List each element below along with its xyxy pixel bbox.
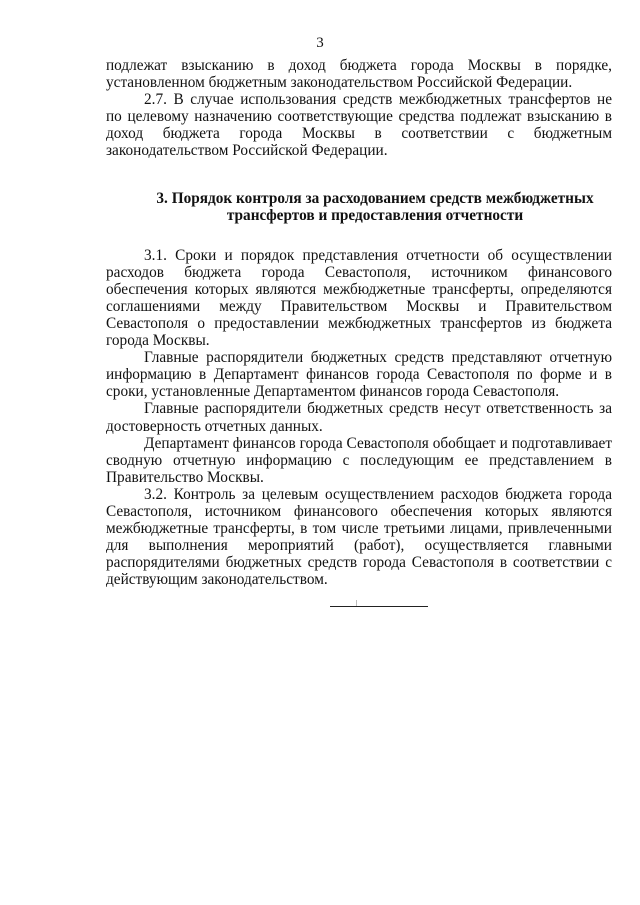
paragraph-department-summary: Департамент финансов города Севастополя обобщает и подготавливает сводную отчетную информацию с последующим ее представлением в Правительство Москвы. (106, 434, 612, 486)
section-3-heading: 3. Порядок контроля за расходованием средств межбюджетных трансфертов и предоставления отчетности (156, 189, 594, 225)
paragraph-2-7: 2.7. В случае использования средств межбюджетных трансфертов не по целевому назначению соответствующие средства подлежат взысканию в доход бюджета города Москвы в соответствии с бюджетным законодательством Российской Федерации. (106, 91, 612, 160)
paragraph-main-managers-info: Главные распорядители бюджетных средств представляют отчетную информацию в Департамент финансов города Севастополя по форме и в сроки, установленные Департаментом финансов города Севастополя. (106, 349, 612, 401)
paragraph-continuation: подлежат взысканию в доход бюджета города Москвы в порядке, установленном бюджетным законодательством Российской Федерации. (106, 57, 612, 92)
end-of-document-line (330, 606, 428, 607)
paragraph-3-1: 3.1. Сроки и порядок представления отчетности об осуществлении расходов бюджета города Севастополя, источником финансового обеспечения которых являются межбюджетные трансферты, определяются соглашениями между Правительством Москвы и Правительством Севастополя о предоставлении межбюджетных трансфертов из бюджета города Москвы. (106, 246, 612, 350)
paragraph-3-2: 3.2. Контроль за целевым осуществлением расходов бюджета города Севастополя, источником финансового обеспечения которых являются межбюджетные трансферты, в том числе третьими лицами, привлеченными для выполнения мероприятий (работ), осуществляется главными распорядителями бюджетных средств города Севастополя в соответствии с действующим законодательством. (106, 485, 612, 589)
paragraph-main-managers-responsibility: Главные распорядители бюджетных средств несут ответственность за достоверность отчетных данных. (106, 400, 612, 435)
document-body (106, 57, 612, 588)
page-number: 3 (316, 35, 324, 51)
